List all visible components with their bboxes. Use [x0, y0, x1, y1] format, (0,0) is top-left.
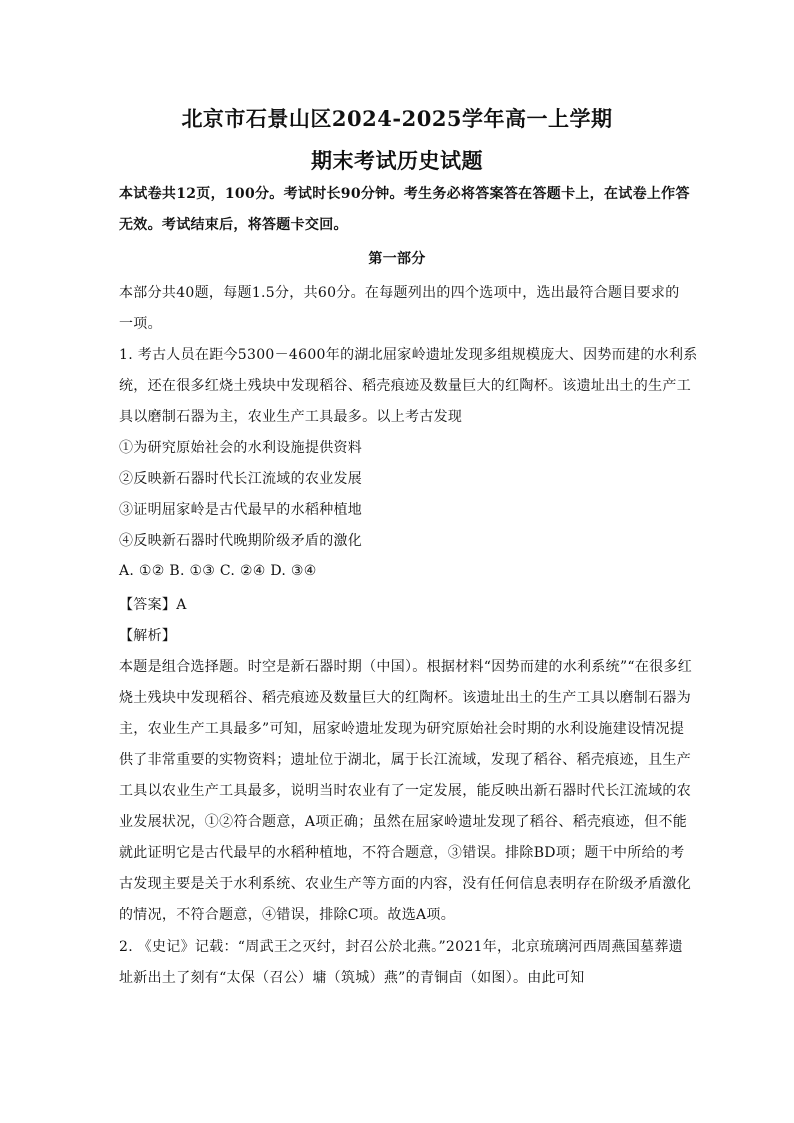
instruction-line: 无效。考试结束后，将答题卡交回。	[119, 217, 348, 233]
answer-key: 【答案】A	[119, 597, 187, 613]
section-heading: 第一部分	[368, 251, 426, 267]
statement-item: ③证明屈家岭是古代最早的水稻种植地	[119, 502, 363, 518]
analysis-line: 主，农业生产工具最多”可知，屈家岭遗址发现为研究原始社会时期的水利设施建设情况提	[119, 721, 685, 737]
document-title-line1: 北京市石景山区2024-2025学年高一上学期	[181, 106, 613, 131]
analysis-line: 本题是组合选择题。时空是新石器时期（中国）。根据材料“因势而建的水利系统”“在很多红	[119, 659, 693, 675]
statement-item: ②反映新石器时代长江流域的农业发展	[119, 471, 363, 487]
document-title-line2: 期末考试历史试题	[311, 148, 483, 173]
question-stem: 2. 《史记》记载：“周武王之灭纣，封召公於北燕。”2021年，北京琉璃河西周燕国墓葬遗	[119, 939, 683, 955]
section-description: 一项。	[119, 316, 162, 332]
answer-options: A. ①② B. ①③ C. ②④ D. ③④	[119, 563, 317, 579]
question-stem: 具以磨制石器为主，农业生产工具最多。以上考古发现	[119, 409, 463, 425]
question-stem: 统，还在很多红烧土残块中发现稻谷、稻壳痕迹及数量巨大的红陶杯。该遗址出土的生产工	[119, 378, 691, 394]
analysis-line: 供了非常重要的实物资料；遗址位于湖北，属于长江流域，发现了稻谷、稻壳痕迹，且生产	[119, 752, 691, 768]
question-stem: 址新出土了刻有“太保（召公）墉（筑城）燕”的青铜卣（如图）。由此可知	[119, 970, 585, 986]
analysis-line: 的情况，不符合题意，④错误，排除C项。故选A项。	[119, 907, 456, 923]
analysis-line: 就此证明它是古代最早的水稻种植地，不符合题意，③错误。排除BD项；题干中所给的考	[119, 845, 685, 861]
section-description: 本部分共40题，每题1.5分，共60分。在每题列出的四个选项中，选出最符合题目要求的	[119, 285, 680, 301]
instruction-line: 本试卷共12页，100分。考试时长90分钟。考生务必将答案答在答题卡上，在试卷上作答	[119, 186, 690, 202]
question-stem: 1. 考古人员在距今5300－4600年的湖北屈家岭遗址发现多组规模庞大、因势而建的水利系	[119, 347, 698, 363]
analysis-line: 工具以农业生产工具最多，说明当时农业有了一定发展，能反映出新石器时代长江流域的农	[119, 783, 691, 799]
analysis-line: 古发现主要是关于水利系统、农业生产等方面的内容，没有任何信息表明存在阶级矛盾激化	[119, 876, 691, 892]
analysis-label: 【解析】	[119, 628, 177, 644]
analysis-line: 烧土残块中发现稻谷、稻壳痕迹及数量巨大的红陶杯。该遗址出土的生产工具以磨制石器为	[119, 690, 691, 706]
analysis-line: 业发展状况，①②符合题意，A项正确；虽然在屈家岭遗址发现了稻谷、稻壳痕迹，但不能	[119, 814, 688, 830]
statement-item: ④反映新石器时代晚期阶级矛盾的激化	[119, 533, 363, 549]
statement-item: ①为研究原始社会的水利设施提供资料	[119, 440, 363, 456]
